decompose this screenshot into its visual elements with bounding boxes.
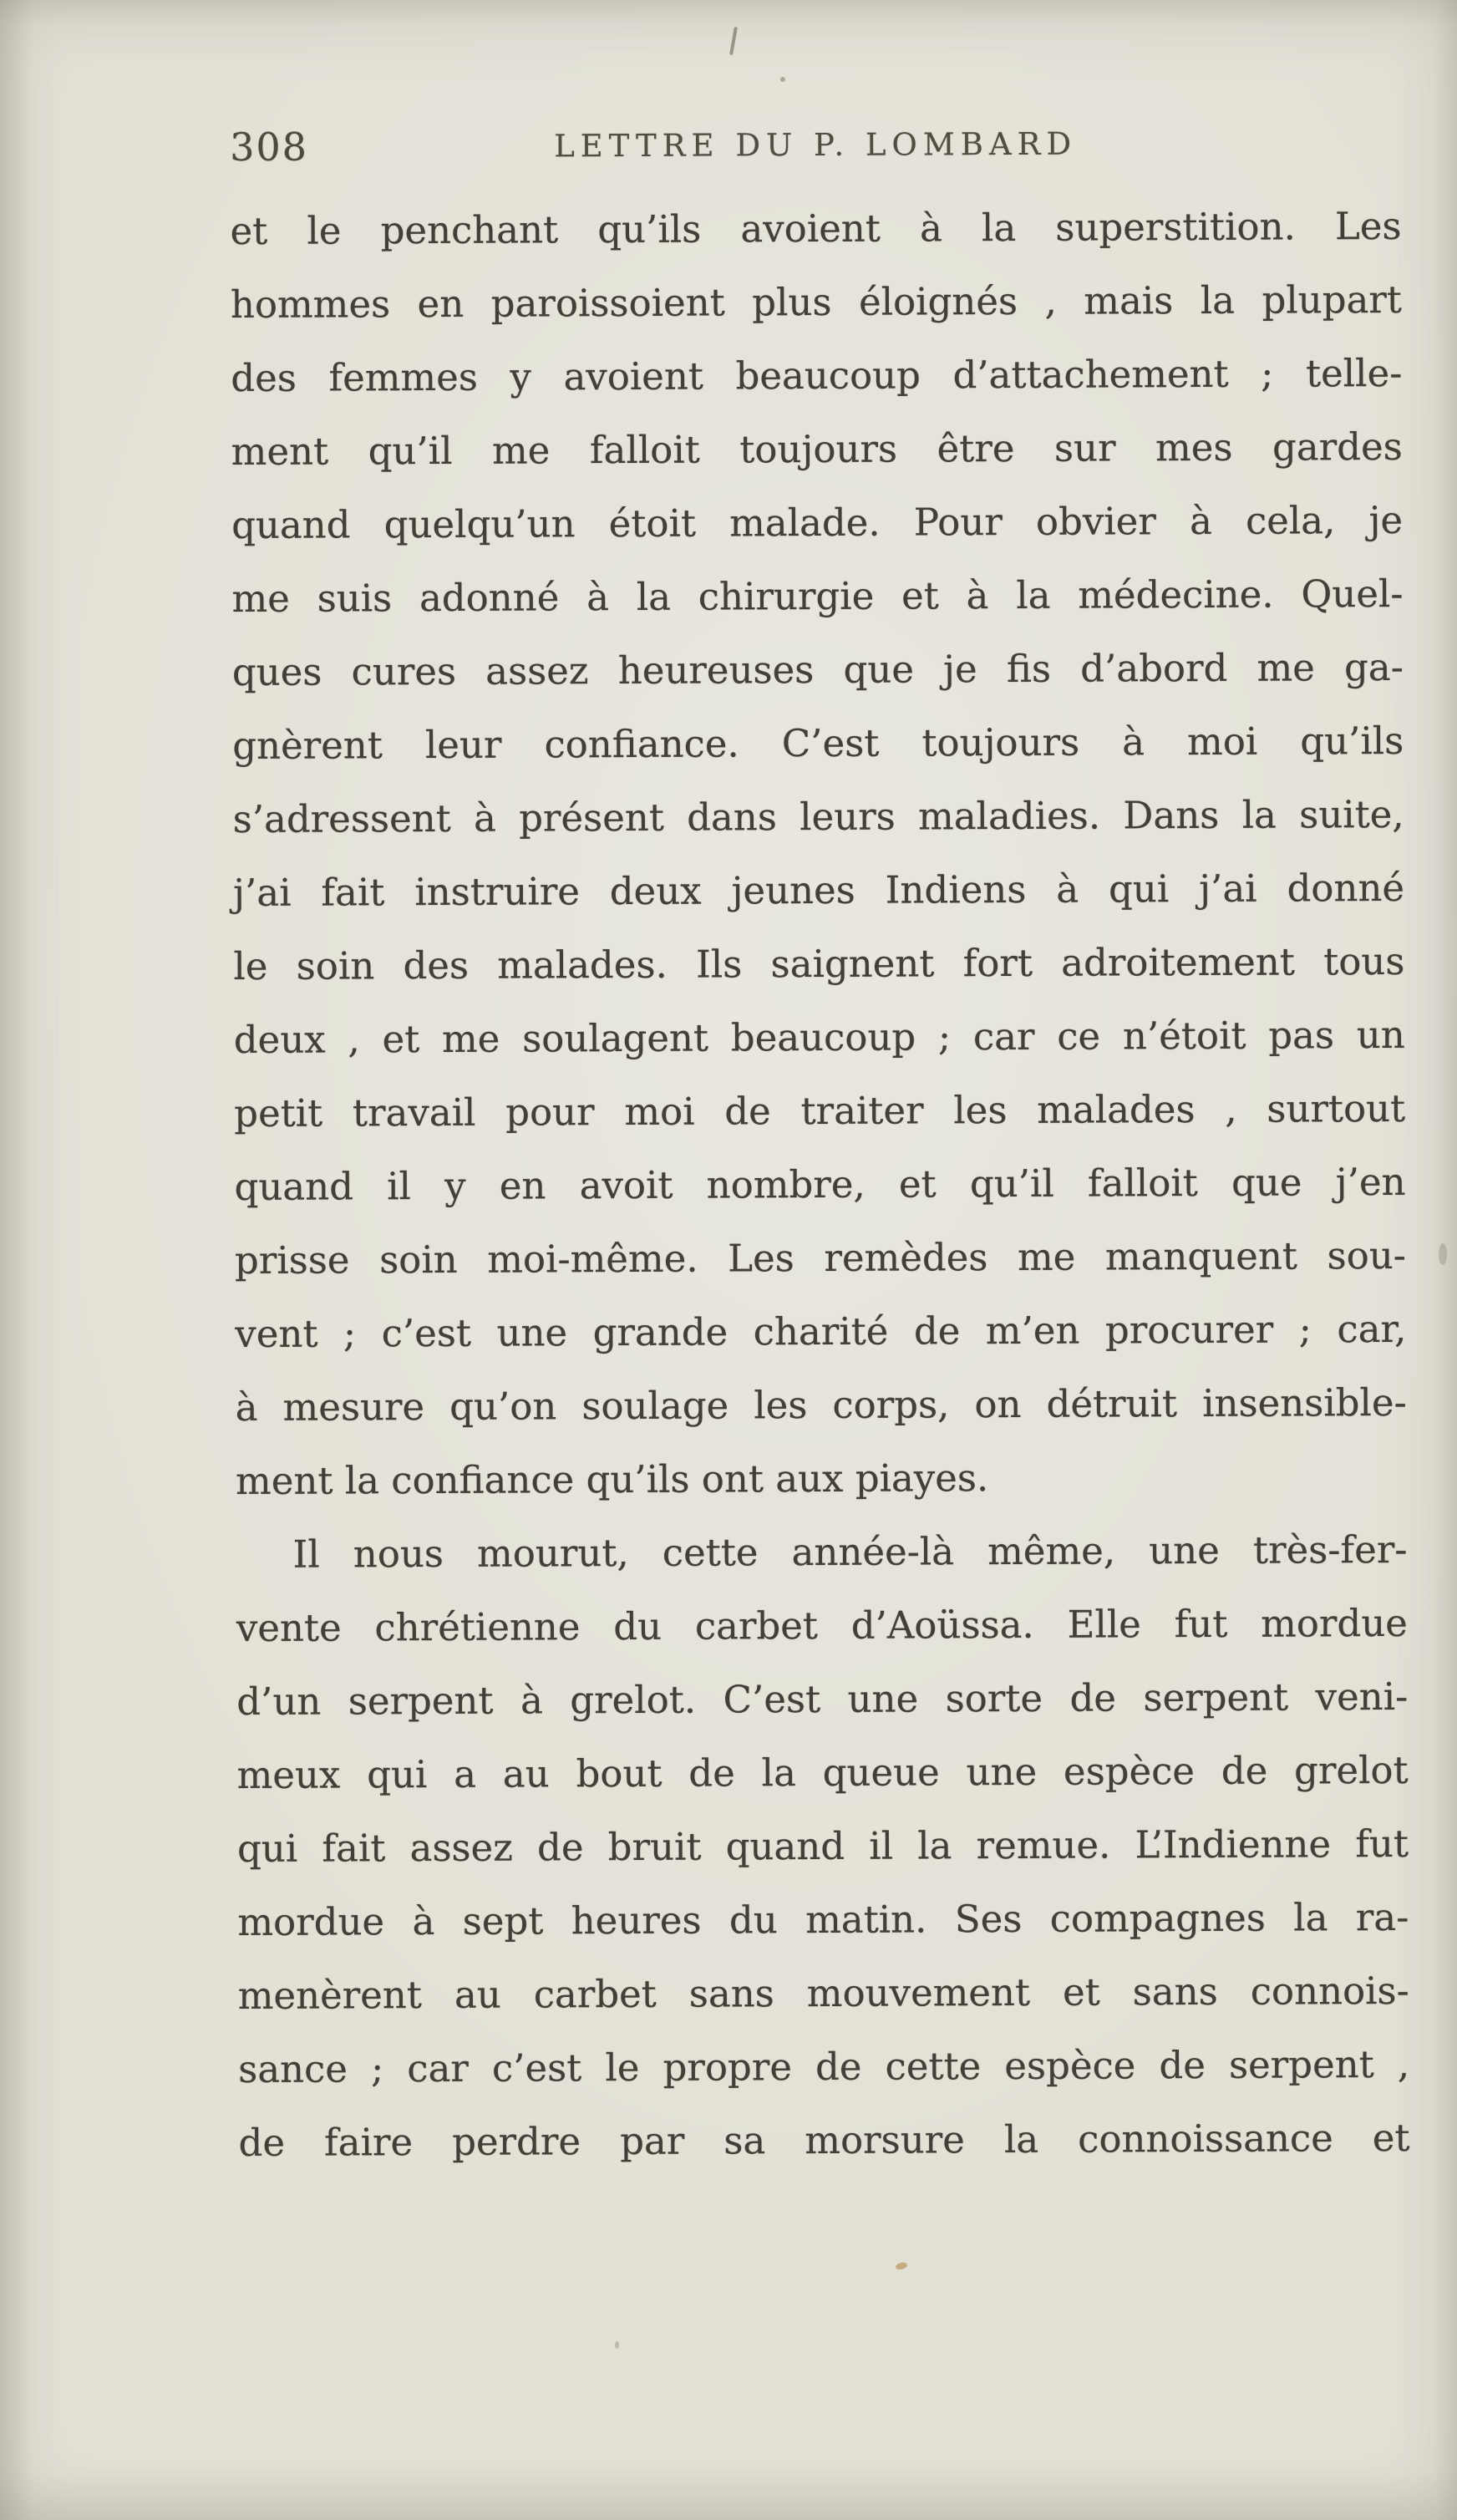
text-line: deux , et me soulagent beaucoup ; car ce n’étoit pas un <box>233 1012 1405 1063</box>
text-line: j’ai fait instruire deux jeunes Indiens à qui j’ai donné <box>232 865 1405 916</box>
text-line-paragraph-start: Il nous mourut, cette année-là même, une très-fer- <box>292 1527 1408 1577</box>
text-line: à mesure qu’on soulage les corps, on détruit insensible- <box>235 1379 1407 1430</box>
text-line: prisse soin moi-même. Les remèdes me manquent sou- <box>234 1232 1407 1283</box>
running-title: LETTRE DU P. LOMBARD <box>554 125 1078 165</box>
page-header <box>230 114 1401 171</box>
page-number: 308 <box>230 124 309 170</box>
paper-speck <box>615 2341 619 2349</box>
text-line: vente chrétienne du carbet d’Aoüssa. Elle fut mordue <box>236 1600 1408 1651</box>
ink-dot-mark <box>780 77 785 82</box>
text-line: des femmes y avoient beaucoup d’attachement ; telle- <box>231 350 1403 401</box>
edge-speck <box>1439 1243 1447 1265</box>
text-line: quand quelqu’un étoit malade. Pour obvier à cela, je <box>231 497 1404 548</box>
ink-slash-mark <box>729 27 738 55</box>
text-line-paragraph-end: ment la confiance qu’ils ont aux piayes. <box>236 1456 989 1504</box>
text-line: s’adressent à présent dans leurs maladies. Dans la suite, <box>232 791 1404 842</box>
text-line: ques cures assez heureuses que je fis d’abord me ga- <box>231 644 1404 695</box>
text-line: et le penchant qu’ils avoient à la superstition. Les <box>230 203 1402 254</box>
text-line: qui fait assez de bruit quand il la remue. L’Indienne fut <box>236 1821 1409 1872</box>
text-line: ment qu’il me falloit toujours être sur mes gardes <box>231 424 1403 475</box>
text-line: menèrent au carbet sans mouvement et sans connois- <box>237 1968 1409 2019</box>
paper-stain-speck <box>895 2261 908 2270</box>
text-line: sance ; car c’est le propre de cette espèce de serpent , <box>238 2041 1410 2092</box>
text-line: meux qui a au bout de la queue une espèce de grelot <box>236 1747 1409 1798</box>
text-line: me suis adonné à la chirurgie et à la médecine. Quel- <box>231 571 1404 622</box>
text-line: de faire perdre par sa morsure la connoissance et <box>238 2115 1410 2166</box>
text-line: petit travail pour moi de traiter les malades , surtout <box>234 1085 1406 1136</box>
page-content <box>230 114 1410 2180</box>
text-line: quand il y en avoit nombre, et qu’il falloit que j’en <box>234 1159 1406 1210</box>
text-line: le soin des malades. Ils saignent fort adroitement tous <box>233 938 1405 989</box>
text-line: gnèrent leur confiance. C’est toujours à moi qu’ils <box>232 718 1404 769</box>
text-line: mordue à sept heures du matin. Ses compagnes la ra- <box>237 1894 1409 1945</box>
text-line: vent ; c’est une grande charité de m’en procurer ; car, <box>235 1306 1407 1357</box>
text-line: hommes en paroissoient plus éloignés , mais la plupart <box>230 277 1403 328</box>
body-text <box>230 190 1409 2180</box>
text-line: d’un serpent à grelot. C’est une sorte de serpent veni- <box>236 1674 1409 1725</box>
